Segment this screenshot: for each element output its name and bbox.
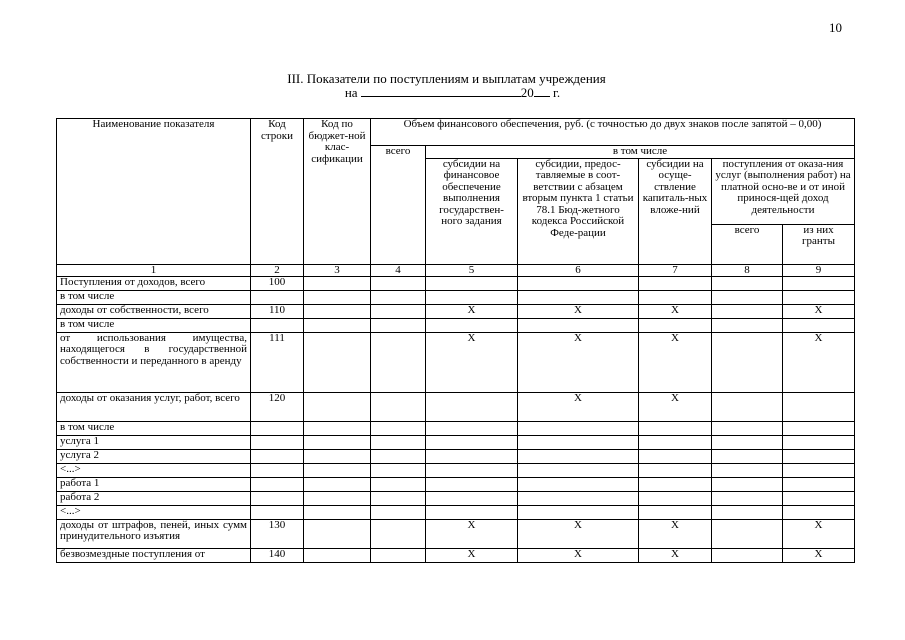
column-number: 8 xyxy=(712,264,783,276)
table-body xyxy=(57,276,855,562)
value-cell xyxy=(304,491,371,505)
row-code xyxy=(251,463,304,477)
value-cell xyxy=(426,435,518,449)
value-cell xyxy=(371,435,426,449)
table-row xyxy=(57,332,855,392)
value-cell xyxy=(426,491,518,505)
table-row xyxy=(57,519,855,548)
section-date-line xyxy=(0,85,905,100)
header-including: в том числе xyxy=(426,146,855,159)
value-cell: X xyxy=(518,519,639,548)
row-code: 100 xyxy=(251,276,304,290)
value-cell: X xyxy=(639,519,712,548)
row-name: услуга 2 xyxy=(57,449,251,463)
value-cell xyxy=(712,491,783,505)
header-budget-code: Код по бюджет-ной клас-сификации xyxy=(304,119,371,265)
row-code xyxy=(251,290,304,304)
value-cell xyxy=(712,290,783,304)
value-cell: X xyxy=(426,332,518,392)
value-cell xyxy=(426,463,518,477)
value-cell xyxy=(783,276,855,290)
row-code: 111 xyxy=(251,332,304,392)
value-cell: X xyxy=(639,304,712,318)
value-cell xyxy=(518,505,639,519)
value-cell: X xyxy=(518,392,639,421)
header-subsidy-781: субсидии, предос-тавляемые в соот-ветствии с абзацем вторым пункта 1 статьи 78.1 Бюд-жетного кодекса Российской Феде-рации xyxy=(518,158,639,264)
value-cell xyxy=(304,477,371,491)
value-cell: X xyxy=(783,548,855,562)
date-blank-field xyxy=(361,85,521,97)
value-cell xyxy=(371,463,426,477)
value-cell xyxy=(783,318,855,332)
value-cell xyxy=(639,477,712,491)
value-cell xyxy=(371,304,426,318)
value-cell xyxy=(426,318,518,332)
value-cell xyxy=(712,332,783,392)
value-cell xyxy=(371,519,426,548)
value-cell xyxy=(518,463,639,477)
value-cell xyxy=(304,435,371,449)
value-cell: X xyxy=(426,519,518,548)
value-cell xyxy=(371,332,426,392)
value-cell xyxy=(426,392,518,421)
value-cell xyxy=(426,449,518,463)
value-cell xyxy=(426,477,518,491)
row-name: в том числе xyxy=(57,421,251,435)
value-cell xyxy=(371,491,426,505)
row-name: доходы от собственности, всего xyxy=(57,304,251,318)
table-row xyxy=(57,477,855,491)
table-row xyxy=(57,505,855,519)
date-prefix: на xyxy=(344,85,358,100)
row-code xyxy=(251,491,304,505)
header-subsidy-capital: субсидии на осуще-ствление капиталь-ных вложе-ний xyxy=(639,158,712,264)
value-cell xyxy=(304,290,371,304)
table-row xyxy=(57,276,855,290)
value-cell xyxy=(712,548,783,562)
value-cell: X xyxy=(426,304,518,318)
value-cell xyxy=(639,449,712,463)
value-cell xyxy=(712,392,783,421)
column-number: 7 xyxy=(639,264,712,276)
value-cell xyxy=(304,548,371,562)
value-cell xyxy=(371,421,426,435)
value-cell xyxy=(783,435,855,449)
value-cell xyxy=(712,505,783,519)
row-name: от использования имущества, находящегося в государственной собственности и переданного в аренду xyxy=(57,332,251,392)
value-cell xyxy=(426,505,518,519)
value-cell xyxy=(712,449,783,463)
row-name: в том числе xyxy=(57,290,251,304)
value-cell xyxy=(639,435,712,449)
row-code xyxy=(251,449,304,463)
value-cell xyxy=(639,318,712,332)
value-cell xyxy=(371,392,426,421)
value-cell xyxy=(783,290,855,304)
value-cell xyxy=(518,449,639,463)
value-cell xyxy=(712,477,783,491)
value-cell xyxy=(783,463,855,477)
value-cell xyxy=(639,290,712,304)
row-code xyxy=(251,421,304,435)
row-code xyxy=(251,477,304,491)
row-code: 110 xyxy=(251,304,304,318)
value-cell xyxy=(518,477,639,491)
header-paid-services: поступления от оказа-ния услуг (выполнения работ) на платной осно-ве и от иной принося-щей доход деятельности xyxy=(712,158,855,224)
value-cell xyxy=(304,392,371,421)
year-prefix: 20 xyxy=(520,85,534,100)
header-subsidy-state-task: субсидии на финансовое обеспечение выполнения государствен-ного задания xyxy=(426,158,518,264)
row-code: 120 xyxy=(251,392,304,421)
value-cell xyxy=(371,548,426,562)
row-name: доходы от штрафов, пеней, иных сумм принудительного изъятия xyxy=(57,519,251,548)
row-name: <...> xyxy=(57,505,251,519)
header-volume: Объем финансового обеспечения, руб. (с точностью до двух знаков после запятой – 0,00) xyxy=(371,119,855,146)
row-name: работа 1 xyxy=(57,477,251,491)
row-code: 140 xyxy=(251,548,304,562)
value-cell xyxy=(783,491,855,505)
value-cell xyxy=(712,463,783,477)
value-cell: X xyxy=(783,304,855,318)
value-cell xyxy=(304,421,371,435)
header-grants: из них гранты xyxy=(783,224,855,264)
row-name: работа 2 xyxy=(57,491,251,505)
row-name: в том числе xyxy=(57,318,251,332)
page-number: 10 xyxy=(829,20,842,35)
value-cell xyxy=(518,318,639,332)
value-cell xyxy=(639,463,712,477)
header-code: Код строки xyxy=(251,119,304,265)
header-name: Наименование показателя xyxy=(57,119,251,265)
value-cell xyxy=(371,449,426,463)
year-blank-field xyxy=(534,85,550,97)
value-cell xyxy=(304,332,371,392)
value-cell xyxy=(783,421,855,435)
value-cell: X xyxy=(783,519,855,548)
value-cell xyxy=(712,519,783,548)
value-cell xyxy=(371,318,426,332)
value-cell xyxy=(304,463,371,477)
table-row xyxy=(57,318,855,332)
table-row xyxy=(57,548,855,562)
table-row xyxy=(57,449,855,463)
row-name: Поступления от доходов, всего xyxy=(57,276,251,290)
value-cell xyxy=(518,491,639,505)
value-cell xyxy=(712,421,783,435)
header-paid-total: всего xyxy=(712,224,783,264)
value-cell xyxy=(712,304,783,318)
column-number: 6 xyxy=(518,264,639,276)
row-code: 130 xyxy=(251,519,304,548)
column-number: 3 xyxy=(304,264,371,276)
column-number: 2 xyxy=(251,264,304,276)
value-cell xyxy=(371,477,426,491)
row-name: доходы от оказания услуг, работ, всего xyxy=(57,392,251,421)
value-cell: X xyxy=(518,548,639,562)
row-code xyxy=(251,318,304,332)
section-title: III. Показатели по поступлениям и выплатам учреждения xyxy=(287,71,606,86)
row-name: <...> xyxy=(57,463,251,477)
value-cell: X xyxy=(518,304,639,318)
value-cell xyxy=(304,505,371,519)
row-name: услуга 1 xyxy=(57,435,251,449)
column-number: 5 xyxy=(426,264,518,276)
value-cell xyxy=(518,435,639,449)
table-row xyxy=(57,304,855,318)
value-cell xyxy=(783,505,855,519)
value-cell xyxy=(639,276,712,290)
value-cell xyxy=(304,276,371,290)
row-name: безвозмездные поступления от xyxy=(57,548,251,562)
value-cell: X xyxy=(639,548,712,562)
value-cell xyxy=(783,477,855,491)
value-cell xyxy=(371,505,426,519)
value-cell xyxy=(518,290,639,304)
value-cell xyxy=(639,421,712,435)
indicators-table xyxy=(56,118,855,563)
value-cell xyxy=(712,435,783,449)
row-code xyxy=(251,435,304,449)
column-number: 4 xyxy=(371,264,426,276)
value-cell xyxy=(426,421,518,435)
value-cell xyxy=(518,421,639,435)
value-cell: X xyxy=(639,332,712,392)
column-number: 9 xyxy=(783,264,855,276)
value-cell xyxy=(639,505,712,519)
value-cell xyxy=(371,290,426,304)
value-cell: X xyxy=(518,332,639,392)
value-cell xyxy=(712,318,783,332)
column-number: 1 xyxy=(57,264,251,276)
value-cell: X xyxy=(426,548,518,562)
table-row xyxy=(57,290,855,304)
value-cell xyxy=(783,392,855,421)
table-row xyxy=(57,491,855,505)
value-cell xyxy=(518,276,639,290)
table-row xyxy=(57,463,855,477)
value-cell xyxy=(304,519,371,548)
value-cell xyxy=(783,449,855,463)
value-cell xyxy=(426,276,518,290)
value-cell xyxy=(426,290,518,304)
row-code xyxy=(251,505,304,519)
value-cell: X xyxy=(783,332,855,392)
year-suffix: г. xyxy=(553,85,561,100)
value-cell xyxy=(304,304,371,318)
value-cell xyxy=(304,318,371,332)
value-cell xyxy=(639,491,712,505)
value-cell xyxy=(371,276,426,290)
header-total: всего xyxy=(371,146,426,265)
value-cell: X xyxy=(639,392,712,421)
table-row xyxy=(57,392,855,421)
value-cell xyxy=(304,449,371,463)
value-cell xyxy=(712,276,783,290)
table-row xyxy=(57,435,855,449)
table-row xyxy=(57,421,855,435)
